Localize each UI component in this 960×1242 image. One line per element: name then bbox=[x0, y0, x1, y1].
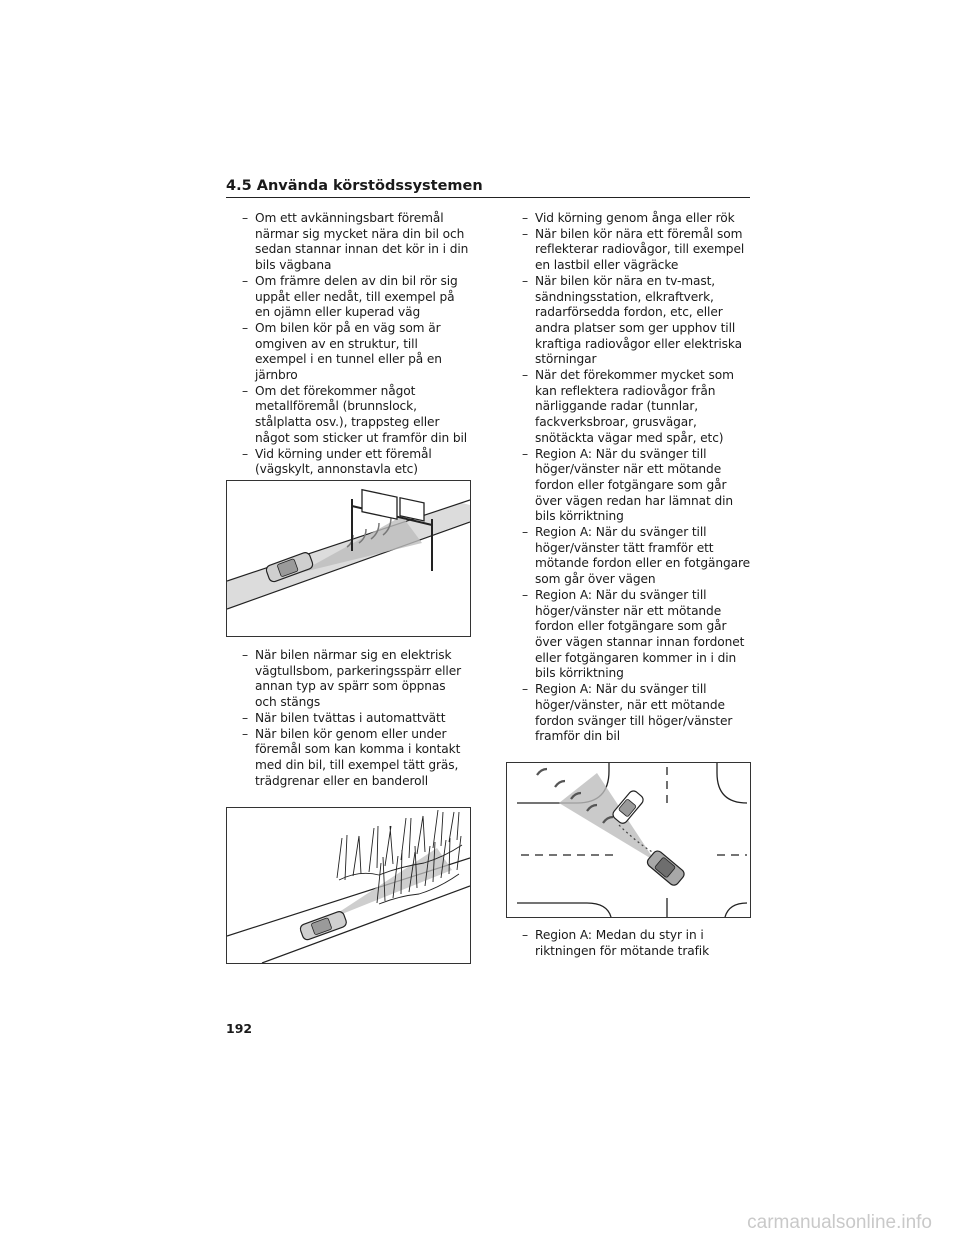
list-item-text: Region A: Medan du styr in i riktningen för mötande trafik bbox=[535, 928, 710, 958]
right-bottom-list-container bbox=[506, 928, 752, 959]
list-item-text: Om det förekommer något metallföremål (brunnslock, stålplatta osv.), trappsteg eller något som sticker ut framför din bil bbox=[255, 383, 468, 445]
bullet-dash: – bbox=[242, 710, 248, 725]
list-item bbox=[226, 321, 470, 384]
list-item-text: Vid körning genom ånga eller rök bbox=[535, 211, 735, 225]
right-top-list-container bbox=[506, 211, 752, 745]
bullet-dash: – bbox=[522, 273, 528, 288]
list-item bbox=[506, 211, 752, 227]
list-item bbox=[226, 727, 470, 790]
figure-overhead-sign bbox=[226, 480, 471, 637]
list-item-text: Region A: När du svänger till höger/vänster när ett mötande fordon eller fotgängare som går över vägen redan har lämnat din bils körriktning bbox=[535, 446, 734, 524]
list-item bbox=[226, 274, 470, 321]
list-item-text: När bilen närmar sig en elektrisk vägtullsbom, parkeringsspärr eller annan typ av spärr som öppnas och stängs bbox=[255, 648, 462, 710]
left-top-list-container bbox=[226, 211, 470, 478]
list-item bbox=[226, 648, 470, 711]
bullet-dash: – bbox=[522, 587, 528, 602]
bullet-dash: – bbox=[242, 273, 248, 288]
bullet-dash: – bbox=[242, 320, 248, 335]
left-middle-list-container bbox=[226, 648, 470, 789]
bullet-dash: – bbox=[242, 211, 248, 225]
list-item bbox=[226, 211, 470, 274]
list-item-text: När bilen kör nära ett föremål som reflekterar radiovågor, till exempel en lastbil eller vägräcke bbox=[535, 226, 745, 273]
list-item-text: Region A: När du svänger till höger/vänster tätt framför ett mötande fordon eller en fotgängare som går över vägen bbox=[535, 525, 750, 587]
list-item-text: När bilen kör nära en tv-mast, sändningsstation, elkraftverk, radarförsedda fordon, etc, eller andra platser som ger upphov till kraftiga radiovågor eller elektriska störningar bbox=[535, 273, 743, 367]
list-item bbox=[506, 274, 752, 368]
list-item-text: När bilen tvättas i automattvätt bbox=[255, 710, 446, 725]
bullet-dash: – bbox=[522, 525, 528, 540]
bullet-dash: – bbox=[522, 368, 528, 383]
list-item bbox=[226, 384, 470, 447]
page-number: 192 bbox=[226, 1021, 253, 1036]
bullet-dash: – bbox=[242, 648, 248, 662]
list-item bbox=[506, 447, 752, 526]
list-item-text: Region A: När du svänger till höger/vänster när ett mötande fordon eller fotgängare som går över vägen stannar innan fordonet eller fotgängaren kommer in i din bils körriktning bbox=[535, 587, 745, 681]
list-item-text: När det förekommer mycket som kan reflektera radiovågor från närliggande radar (tunnlar, fackverksbroar, grusvägar, snötäckta vägar med spår, etc) bbox=[535, 368, 734, 445]
list-item bbox=[226, 711, 470, 727]
bullet-dash: – bbox=[522, 682, 528, 697]
figure-intersection-turn bbox=[506, 762, 751, 918]
right-top-list bbox=[506, 211, 752, 745]
list-item bbox=[506, 682, 752, 745]
list-item-text: Om ett avkänningsbart föremål närmar sig mycket nära din bil och sedan stannar innan det kör in i din bils vägbana bbox=[255, 211, 469, 273]
watermark: carmanualsonline.info bbox=[747, 1212, 932, 1233]
list-item bbox=[226, 447, 470, 478]
bullet-dash: – bbox=[522, 226, 528, 241]
list-item-text: Region A: När du svänger till höger/vänster, när ett mötande fordon svänger till höger/vänster framför din bil bbox=[535, 682, 733, 744]
list-item bbox=[506, 928, 752, 959]
right-bottom-list bbox=[506, 928, 752, 959]
section-title: 4.5 Använda körstödssystemen bbox=[226, 178, 750, 198]
bullet-dash: – bbox=[522, 211, 528, 225]
list-item-text: Vid körning under ett föremål (vägskylt, annonstavla etc) bbox=[255, 446, 432, 477]
bullet-dash: – bbox=[522, 928, 528, 942]
bullet-dash: – bbox=[242, 446, 248, 461]
list-item-text: Om bilen kör på en väg som är omgiven av en struktur, till exempel i en tunnel eller på en järnbro bbox=[255, 320, 442, 383]
bullet-dash: – bbox=[242, 726, 248, 741]
figure-tall-grass bbox=[226, 807, 471, 964]
bullet-dash: – bbox=[242, 383, 248, 398]
left-top-list bbox=[226, 211, 470, 478]
list-item bbox=[506, 368, 752, 447]
left-middle-list bbox=[226, 648, 470, 789]
list-item bbox=[506, 525, 752, 588]
list-item-text: När bilen kör genom eller under föremål som kan komma i kontakt med din bil, till exempel tätt gräs, trädgrenar eller en banderoll bbox=[255, 726, 461, 788]
bullet-dash: – bbox=[522, 446, 528, 461]
list-item-text: Om främre delen av din bil rör sig uppåt eller nedåt, till exempel på en ojämn eller kuperad väg bbox=[255, 273, 458, 320]
list-item bbox=[506, 588, 752, 682]
list-item bbox=[506, 227, 752, 274]
